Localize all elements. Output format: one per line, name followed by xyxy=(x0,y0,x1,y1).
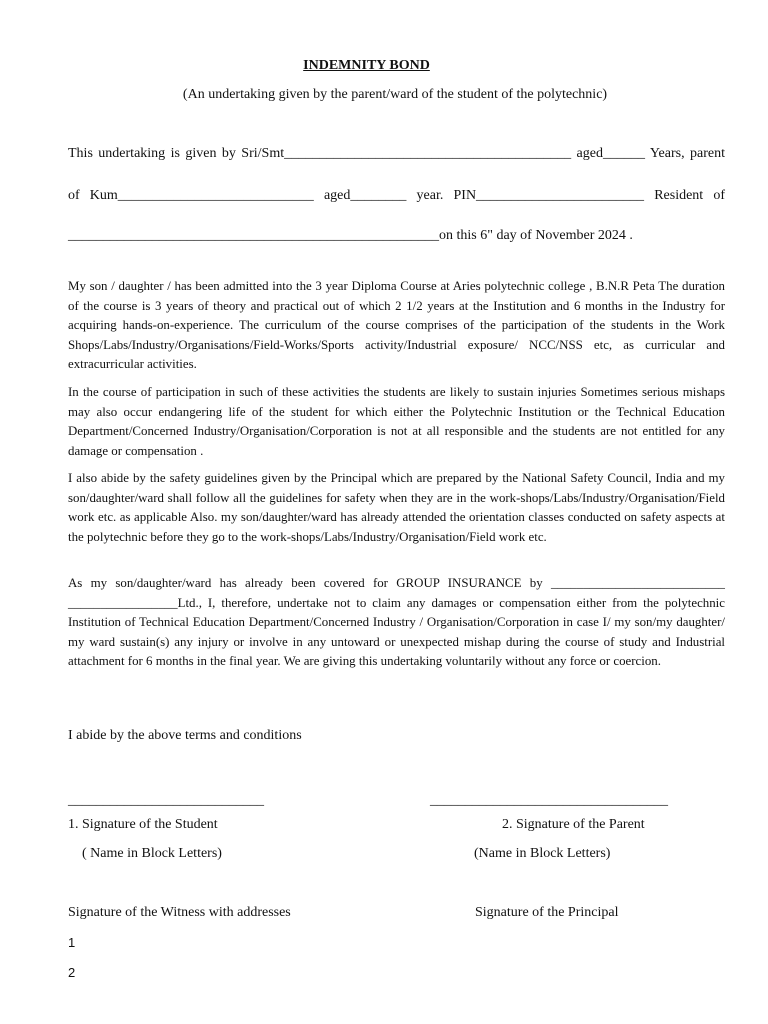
paragraph-group-insurance: As my son/daughter/ward has already been covered for GROUP INSURANCE by ___________________________ _________________Ltd., I, therefore, undertake not to claim any damages or compensation either from the polytechnic Institution of Technical Education Department/Concerned Industry / Organisation/Corporation in case I/ my son/my daughter/ my ward sustain(s) any injury or involve in any untoward or unexpected mishap during the course of study and Industrial attachment for 6 months in the final year. We are giving this undertaking voluntarily without any force or coercion. xyxy=(68,576,725,668)
undertaking-line-3: _____________________________________________________on this 6" day of November 2024 . xyxy=(68,228,633,243)
parent-signature-line: __________________________________ xyxy=(430,793,668,808)
agreement-statement: I abide by the above terms and conditions xyxy=(68,728,302,743)
witness-signature-label: Signature of the Witness with addresses xyxy=(68,905,291,920)
parent-signature-label: 2. Signature of the Parent xyxy=(502,817,645,832)
paragraph-safety-guidelines: I also abide by the safety guidelines given by the Principal which are prepared by the National Safety Council, India and my son/daughter/ward shall follow all the guidelines for safety when they are in the work-shops/Labs/Industry/Organisation/Field work etc. as applicable Also. my son/daughter/ward has already attended the orientation classes conducted on safety aspects at the polytechnic before they go to the work-shops/Labs/Industry/Organisation/Field work etc. xyxy=(68,471,725,544)
undertaking-line-1: This undertaking is given by Sri/Smt_________________________________________ aged______ Years, parent xyxy=(68,146,725,161)
student-signature-label: 1. Signature of the Student xyxy=(68,817,218,832)
student-name-note: ( Name in Block Letters) xyxy=(82,846,222,861)
principal-signature-label: Signature of the Principal xyxy=(475,905,619,920)
student-signature-line: ____________________________ xyxy=(68,793,264,808)
witness-number-1: 1 xyxy=(68,935,76,950)
document-subtitle: (An undertaking given by the parent/ward of the student of the polytechnic) xyxy=(182,87,608,102)
paragraph-admission: My son / daughter / has been admitted into the 3 year Diploma Course at Aries polytechnic college , B.N.R Peta The duration of the course is 3 years of theory and practical out of which 2 1/2 years at the Institution and 6 months in the Industry for acquiring hands-on-experience. The curriculum of the course comprises of the participation of the students in the Work Shops/Labs/Industry/Organisations/Field-Works/Sports activity/Industrial exposure/ NCC/NSS etc, as curricular and extracurricular activities. xyxy=(68,279,725,371)
witness-number-2: 2 xyxy=(68,965,76,980)
parent-name-note: (Name in Block Letters) xyxy=(474,846,611,861)
undertaking-line-2: of Kum____________________________ aged________ year. PIN________________________ Resident of xyxy=(68,188,725,203)
document-title: INDEMNITY BOND xyxy=(303,58,430,73)
paragraph-injury-liability: In the course of participation in such of these activities the students are likely to sustain injuries Sometimes serious mishaps may also occur endangering life of the student for which either the Polytechnic Institution or the Technical Education Department/Concerned Industry/Organisation/Corporation is not at all responsible and the students are not entitled for any damage or compensation . xyxy=(68,385,725,458)
